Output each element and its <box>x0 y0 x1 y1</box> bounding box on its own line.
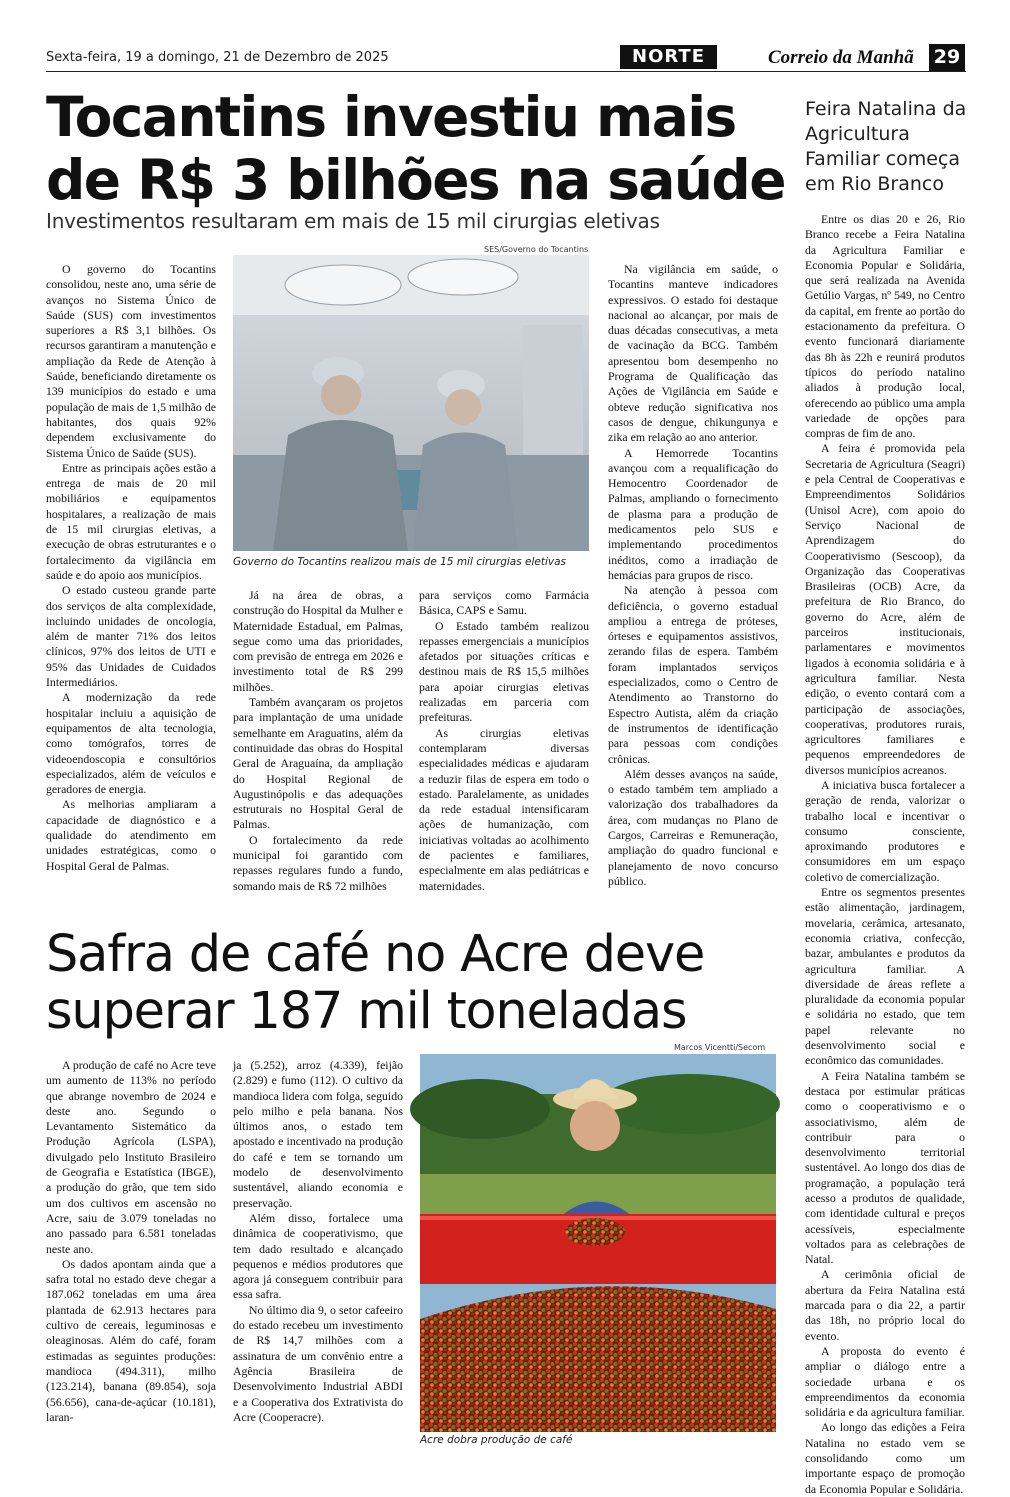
paragraph: A proposta do evento é ampliar o diálogo entre a sociedade urbana e os empreendimentos da economia solidária e da agricultura familiar. <box>805 1343 965 1420</box>
paragraph: para serviços como Farmácia Básica, CAPS e Samu. <box>419 588 589 618</box>
article1-column-4 <box>608 262 778 889</box>
paragraph: Entre as principais ações estão a entrega de mais de 20 mil mobiliários e equipamentos hospitalares, a realização de mais de 15 mil cirurgias eletivas, a execução de obras estruturantes e o fortalecimento da vigilância em saúde e do apoio aos municípios. <box>46 460 216 582</box>
article2-column-1 <box>46 1058 216 1425</box>
page-number: 29 <box>929 44 965 71</box>
paragraph: Entre os segmentos presentes estão alimentação, jardinagem, movelaria, cerâmica, artesanato, economia criativa, confecção, bazar, ambulantes e produtos da agricultura familiar. A diversidade de áreas reflete a pluralidade da economia popular e solidária no estado, que tem papel relevante no desenvolvimento social e econômico das comunidades. <box>805 885 965 1068</box>
sidebar-column <box>805 212 965 1497</box>
paragraph: A iniciativa busca fortalecer a geração de renda, valorizar o trabalho local e incentivar o consumo consciente, aproximando produtores e consumidores em um espaço coletivo de comercialização. <box>805 777 965 884</box>
header-rule <box>46 71 966 72</box>
article2-photo-credit: Marcos Vicentti/Secom <box>674 1043 766 1052</box>
paragraph: O fortalecimento da rede municipal foi garantido com repasses regulares fundo a fundo, somando mais de R$ 72 milhões <box>233 832 403 893</box>
sidebar-headline: Feira Natalina da Agricultura Familiar começa em Rio Branco <box>805 98 967 195</box>
article2-photo-caption: Acre dobra produção de café <box>420 1434 573 1446</box>
article2-column-2 <box>233 1058 403 1425</box>
edition-date: Sexta-feira, 19 a domingo, 21 de Dezembro de 2025 <box>46 50 389 65</box>
paragraph: Além disso, fortalece uma dinâmica de cooperativismo, que tem dado resultado e alcançado pequenos e médios produtores que agora já conseguem contribuir para essa safra. <box>233 1210 403 1302</box>
article1-column-1 <box>46 262 216 874</box>
article2-headline: Safra de café no Acre deve superar 187 mil toneladas <box>46 925 705 1041</box>
paragraph: Entre os dias 20 e 26, Rio Branco recebe a Feira Natalina da Agricultura Familiar e Economia Popular e Solidária, que será realizada na Avenida Getúlio Vargas, nº 549, no Centro da capital, em frente ao portão do estacionamento da prefeitura. O evento funcionará diariamente das 8h às 22h e reunirá produtos típicos do período natalino aliados à produção local, oferecendo ao público uma ampla variedade de opções para compras de fim de ano. <box>805 212 965 441</box>
paragraph: Além desses avanços na saúde, o estado também tem ampliado a valorização dos trabalhadores da área, com mudanças no Plano de Cargos, Carreiras e Remuneração, ampliação do quadro funcional e planejamento de novo concurso público. <box>608 766 778 888</box>
paragraph: A modernização da rede hospitalar incluiu a aquisição de equipamentos de alta tecnologia, como tomógrafos, torres de videoendoscopia e consultórios especializados, além de veículos e geradores de energia. <box>46 690 216 797</box>
article1-column-3 <box>419 588 589 894</box>
paragraph: As melhorias ampliaram a capacidade de diagnóstico e a qualidade do atendimento em unidades estratégicas, como o Hospital Geral de Palmas. <box>46 797 216 873</box>
paragraph: O governo do Tocantins consolidou, neste ano, uma série de avanços no Sistema Único de Saúde (SUS) com investimentos superiores a R$ 3,1 bilhões. Os recursos garantiram a manutenção e ampliação da Rede de Atenção à Saúde, beneficiando diretamente os 139 municípios do estado e uma população de mais de 1,5 milhão de habitantes, dos quais 92% dependem exclusivamente do Sistema Único de Saúde (SUS). <box>46 262 216 460</box>
article1-photo-credit: SES/Governo do Tocantins <box>484 245 589 254</box>
article1-photo-caption: Governo do Tocantins realizou mais de 15 mil cirurgias eletivas <box>233 556 567 568</box>
paragraph: ja (5.252), arroz (4.339), feijão (2.829) e fumo (112). O cultivo da mandioca lidera com folga, seguido pelo milho e pela banana. Nos últimos anos, o estado tem apostado e incentivado na produção do café e tem se tornando um modelo de desenvolvimento sustentável, aliando economia e preservação. <box>233 1058 403 1210</box>
paragraph: O Estado também realizou repasses emergenciais a municípios afetados por situações críticas e destinou mais de R$ 15,5 milhões para apoiar cirurgias eletivas realizadas em parceria com prefeituras. <box>419 618 589 725</box>
surgery-photo <box>233 255 589 551</box>
article1-column-2 <box>233 588 403 894</box>
paragraph: Na vigilância em saúde, o Tocantins manteve indicadores expressivos. O estado foi destaque nacional ao alcançar, por mais de duas décadas consecutivas, a meta de vacinação da BCG. Também apresentou bom desempenho no Programa de Qualificação das Ações de Vigilância em Saúde e obteve redução significativa nos casos de dengue, chikungunya e zika em relação ao ano anterior. <box>608 262 778 445</box>
section-label: NORTE <box>620 45 717 69</box>
paragraph: No último dia 9, o setor cafeeiro do estado recebeu um investimento de R$ 14,7 milhões com a assinatura de um convênio entre a Agência Brasileira de Desenvolvimento Industrial ABDI e a Cooperativa dos Extrativista do Acre (Cooperacre). <box>233 1302 403 1424</box>
paragraph: A cerimônia oficial de abertura da Feira Natalina está marcada para o dia 22, a partir das 18h, no próprio local do evento. <box>805 1267 965 1343</box>
paragraph: Já na área de obras, a construção do Hospital da Mulher e Maternidade Estadual, em Palmas, segue como uma das prioridades, com previsão de entrega em 2026 e investimento total de R$ 299 milhões. <box>233 588 403 694</box>
paragraph: O estado custeou grande parte dos serviços de alta complexidade, incluindo unidades de oncologia, além de manter 71% dos leitos clínicos, 97% dos leitos de UTI e 95% das Unidades de Cuidados Intermediários. <box>46 583 216 690</box>
coffee-photo-image <box>420 1054 776 1432</box>
paragraph: A Hemorrede Tocantins avançou com a requalificação do Hemocentro Coordenador de Palmas, ampliando o fornecimento de plasma para a produção de medicamentos pelo SUS e implementando procedimentos inéditos, como a irradiação de hemácias para grupos de risco. <box>608 445 778 582</box>
paragraph: Também avançaram os projetos para implantação de uma unidade semelhante em Araguatins, além da continuidade das obras do Hospital Geral de Araguaína, da ampliação do Hospital Regional de Augustinópolis e das adequações estruturais no Hospital Geral de Palmas. <box>233 695 403 832</box>
paragraph: Os dados apontam ainda que a safra total no estado deve chegar a 187.062 toneladas em uma área plantada de 62.913 hectares para cultivo de cereais, leguminosas e oleaginosas. Além do café, foram estimadas as seguintes produções: mandioca (494.311), milho (123.214), banana (89.854), soja (56.656), cana-de-açúcar (10.181), laran- <box>46 1256 216 1424</box>
paragraph: A feira é promovida pela Secretaria de Agricultura (Seagri) e pela Central de Cooperativas e Empreendimentos Solidários (Unisol Acre), com apoio do Serviço Nacional de Aprendizagem do Cooperativismo (Sescoop), da Organização das Cooperativas Brasileiras (OCB) Acre, da prefeitura de Rio Branco, do governo do Acre, além de parceiros institucionais, parlamentares e movimentos ligados à economia solidária e à agricultura familiar. Nesta edição, o evento contará com a participação de associações, cooperativas, produtores rurais, agricultores familiares e pequenos empreendedores de diversos municípios acreanos. <box>805 441 965 777</box>
paragraph: A produção de café no Acre teve um aumento de 113% no período que abrange novembro de 2024 e deste ano. Segundo o Levantamento Sistemático da Produção Agrícola (LSPA), divulgado pelo Instituto Brasileiro de Geografia e Estatística (IBGE), a produção do grão, que tem sido um dos cultivos em ascensão no Acre, saiu de 3.079 toneladas no ano passado para 6.581 toneladas neste ano. <box>46 1058 216 1256</box>
surgery-photo-image <box>233 255 589 551</box>
article1-headline: Tocantins investiu mais de R$ 3 bilhões na saúde <box>46 85 785 212</box>
paragraph: As cirurgias eletivas contemplaram diversas especialidades médicas e ajudaram a reduzir filas de espera em todo o estado. Paralelamente, as unidades da rede estadual intensificaram ações de humanização, com iniciativas voltadas ao acolhimento de pacientes e familiares, especialmente em alas pediátricas e maternidades. <box>419 725 589 893</box>
article1-subtitle: Investimentos resultaram em mais de 15 mil cirurgias eletivas <box>46 209 660 233</box>
paragraph: A Feira Natalina também se destaca por estimular práticas como o cooperativismo e o associativismo, além de contribuir para o desenvolvimento territorial sustentável. Ao longo dos dias de programação, a população terá acesso a produtos de qualidade, com identidade cultural e preços acessíveis, especialmente voltados para as celebrações de Natal. <box>805 1068 965 1267</box>
newspaper-logo: Correio da Manhã <box>768 47 914 68</box>
paragraph: Ao longo das edições a Feira Natalina no estado vem se consolidando como um importante espaço de promoção da Economia Popular e Solidária. <box>805 1420 965 1496</box>
coffee-photo <box>420 1054 776 1432</box>
paragraph: Na atenção à pessoa com deficiência, o governo estadual ampliou a entrega de próteses, órteses e equipamentos assistivos, zerando filas de espera. Também foram implantados serviços especializados, como o Centro de Atendimento ao Transtorno do Espectro Autista, além da criação de instrumentos de identificação para pessoas com condições crônicas. <box>608 583 778 766</box>
